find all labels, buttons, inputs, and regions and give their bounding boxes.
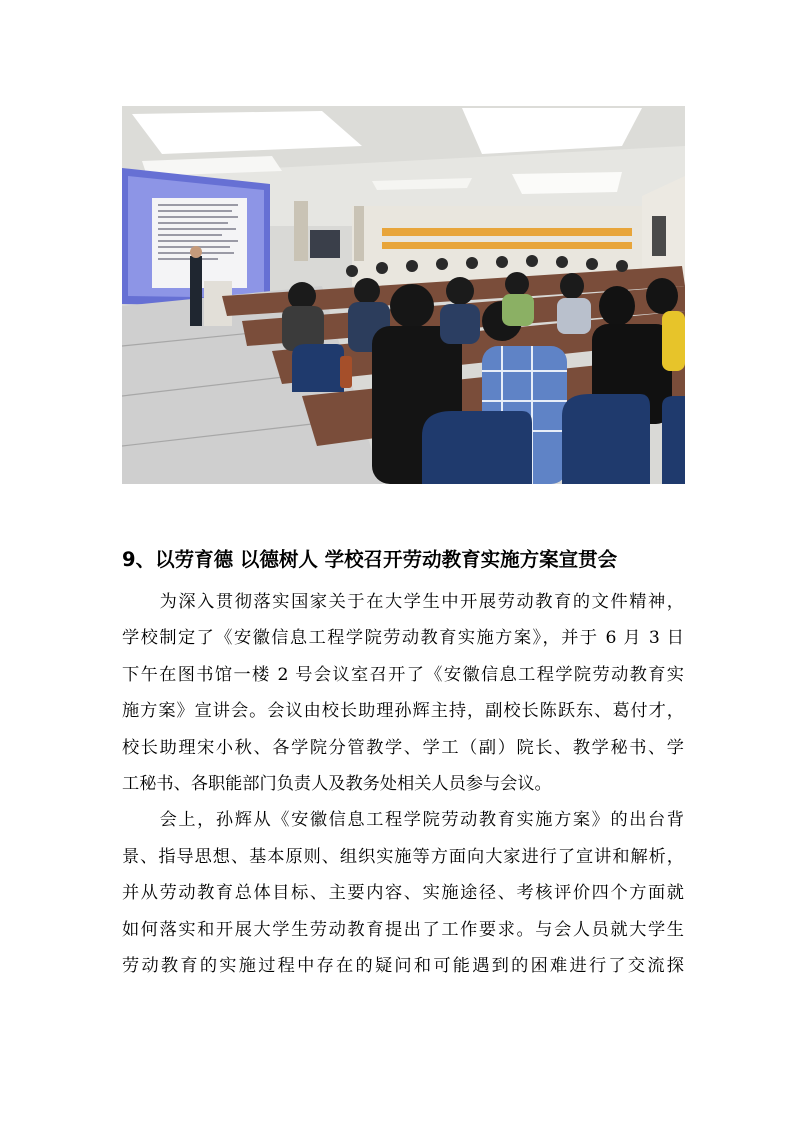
text-line: 校长助理宋小秋、各学院分管教学、学工（副）院长、教学秘书、学 bbox=[122, 737, 684, 758]
meeting-photo-illustration bbox=[122, 106, 685, 484]
article-body bbox=[122, 584, 684, 984]
paragraph-2 bbox=[122, 802, 684, 984]
text-line: 景、指导思想、基本原则、组织实施等方面向大家进行了宣讲和解析， bbox=[122, 846, 684, 867]
meeting-photo bbox=[122, 106, 685, 484]
text-line: 并从劳动教育总体目标、主要内容、实施途径、考核评价四个方面就 bbox=[122, 883, 684, 904]
text-line: 工秘书、各职能部门负责人及教务处相关人员参与会议。 bbox=[122, 773, 552, 794]
text-line: 为深入贯彻落实国家关于在大学生中开展劳动教育的文件精神， bbox=[122, 592, 684, 612]
text-line: 施方案》宣讲会。会议由校长助理孙辉主持，副校长陈跃东、葛付才， bbox=[122, 701, 684, 722]
text-line: 会上，孙辉从《安徽信息工程学院劳动教育实施方案》的出台背 bbox=[122, 810, 684, 831]
text-line: 学校制定了《安徽信息工程学院劳动教育实施方案》，并于 6 月 3 日 bbox=[122, 628, 684, 649]
paragraph-1 bbox=[122, 584, 684, 802]
text-line: 下午在图书馆一楼 2 号会议室召开了《安徽信息工程学院劳动教育实 bbox=[122, 664, 684, 685]
text-line: 劳动教育的实施过程中存在的疑问和可能遇到的困难进行了交流探 bbox=[122, 955, 684, 976]
text-line: 如何落实和开展大学生劳动教育提出了工作要求。与会人员就大学生 bbox=[122, 919, 684, 940]
article-heading: 9、以劳育德 以德树人 学校召开劳动教育实施方案宣贯会 bbox=[122, 548, 618, 571]
